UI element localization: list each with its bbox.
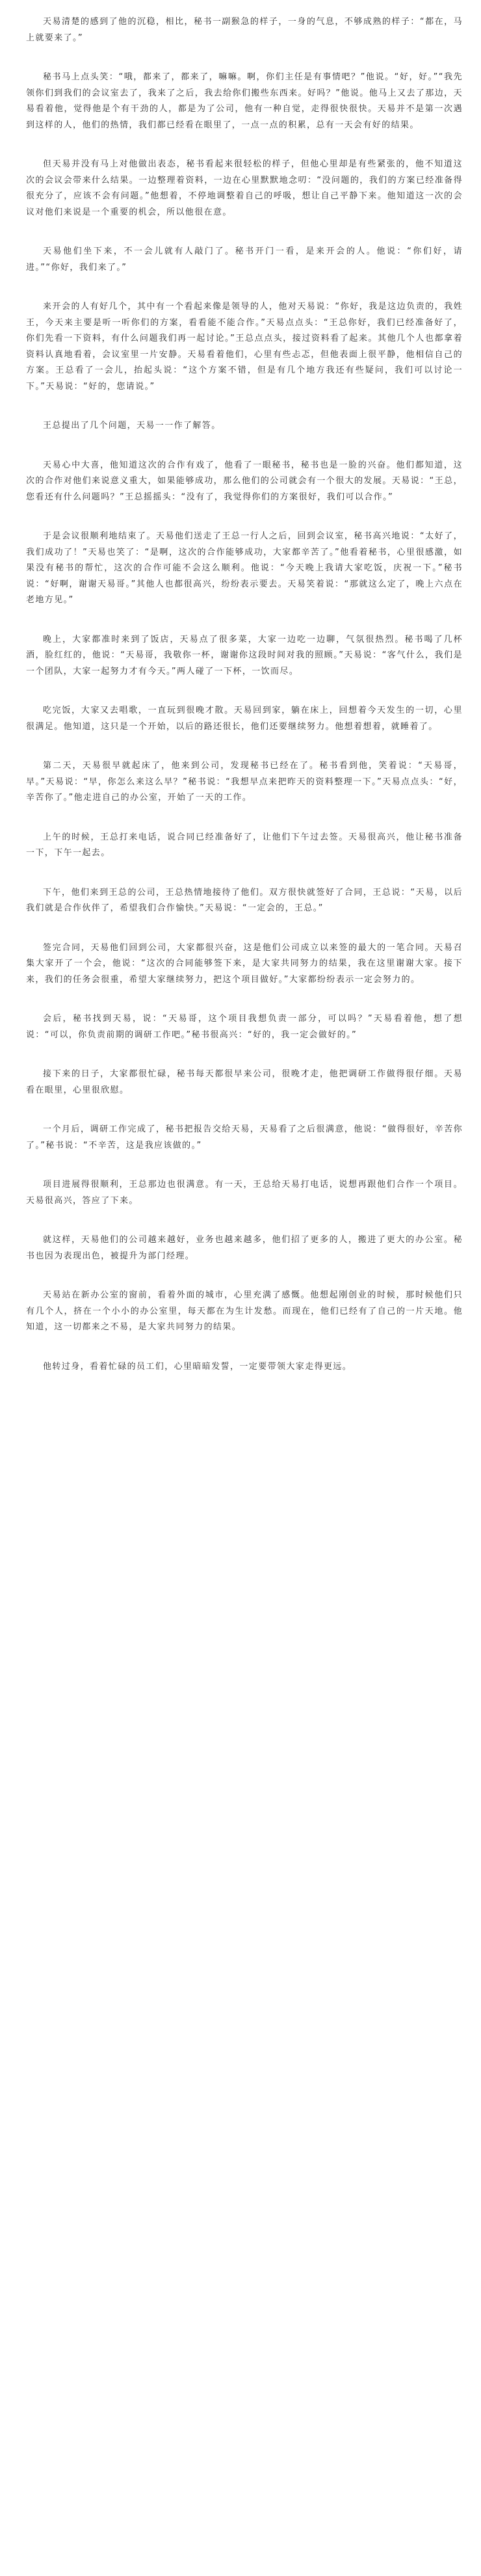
article-paragraph: 吃完饭，大家又去唱歌，一直玩到很晚才散。天易回到家，躺在床上，回想着今天发生的一切，心里很满足。他知道，这只是一个开始，以后的路还很长，他们还要继续努力。他想着想着，就睡着了。 bbox=[26, 706, 463, 732]
article-paragraph: 但天易并没有马上对他做出表态，秘书看起来很轻松的样子，但他心里却是有些紧张的，他不知道这次的会议会带来什么结果。一边整理着资料，一边在心里默默地念叨：“没问题的，我们的方案已经准备得很充分了，应该不会有问题。”他想着，不停地调整着自己的呼吸，想让自己平静下来。他知道这一次的会议对他们来说是一个重要的机会，所以他很在意。 bbox=[26, 159, 463, 217]
article-paragraph: 来开会的人有好几个，其中有一个看起来像是领导的人，他对天易说：“你好，我是这边负责的，我姓王，今天来主要是听一听你们的方案，看看能不能合作。”天易点点头：“王总你好，我们已经准备好了，你们先看一下资料，有什么问题我们再一起讨论。”王总点点头，接过资料看了起来。其他几个人也都拿着资料认真地看着，会议室里一片安静。天易看着他们，心里有些忐忑，但他表面上很平静，他相信自己的方案。王总看了一会儿，抬起头说：“这个方案不错，但是有几个地方我还有些疑问，我们可以讨论一下。”天易说：“好的，您请说。” bbox=[26, 302, 463, 392]
article-paragraph: 接下来的日子，大家都很忙碌，秘书每天都很早来公司，很晚才走，他把调研工作做得很仔细。天易看在眼里，心里很欣慰。 bbox=[26, 1069, 463, 1095]
article-paragraph: 上午的时候，王总打来电话，说合同已经准备好了，让他们下午过去签。天易很高兴，他让秘书准备一下，下午一起去。 bbox=[26, 832, 463, 858]
article-paragraph: 第二天，天易很早就起床了，他来到公司，发现秘书已经在了。秘书看到他，笑着说：“天易哥，早。”天易说：“早，你怎么来这么早？”秘书说：“我想早点来把昨天的资料整理一下。”天易点点头：“好，辛苦你了。”他走进自己的办公室，开始了一天的工作。 bbox=[26, 761, 463, 803]
article-paragraph: 王总提出了几个问题，天易一一作了解答。 bbox=[43, 421, 221, 431]
article-paragraph: 晚上，大家都准时来到了饭店，天易点了很多菜，大家一边吃一边聊，气氛很热烈。秘书喝了几杯酒，脸红红的，他说：“天易哥，我敬你一杯，谢谢你这段时间对我的照顾。”天易说：“客气什么，我们是一个团队，大家一起努力才有今天。”两人碰了一下杯，一饮而尽。 bbox=[26, 634, 463, 676]
article-paragraph: 就这样，天易他们的公司越来越好，业务也越来越多，他们招了更多的人，搬进了更大的办公室。秘书也因为表现出色，被提升为部门经理。 bbox=[26, 1235, 463, 1261]
article-paragraph: 天易心中大喜，他知道这次的合作有戏了，他看了一眼秘书，秘书也是一脸的兴奋。他们都知道，这次的合作对他们来说意义重大，如果能够成功，那么他们的公司就会有一个很大的发展。天易说：“王总，您看还有什么问题吗？”王总摇摇头：“没有了，我觉得你们的方案很好，我们可以合作。” bbox=[26, 460, 463, 502]
article-paragraph: 会后，秘书找到天易，说：“天易哥，这个项目我想负责一部分，可以吗？”天易看着他，想了想说：“可以，你负责前期的调研工作吧。”秘书很高兴：“好的，我一定会做好的。” bbox=[26, 1014, 463, 1040]
article-paragraph: 天易站在新办公室的窗前，看着外面的城市，心里充满了感慨。他想起刚创业的时候，那时候他们只有几个人，挤在一个小小的办公室里，每天都在为生计发愁。而现在，他们已经有了自己的一片天地。他知道，这一切都来之不易，是大家共同努力的结果。 bbox=[26, 1290, 463, 1332]
article-paragraph: 项目进展得很顺利，王总那边也很满意。有一天，王总给天易打电话，说想再跟他们合作一个项目。天易很高兴，答应了下来。 bbox=[26, 1180, 463, 1206]
article-paragraph: 签完合同，天易他们回到公司，大家都很兴奋，这是他们公司成立以来签的最大的一笔合同。天易召集大家开了一个会，他说：“这次的合同能够签下来，是大家共同努力的结果，我在这里谢谢大家。接下来，我们的任务会很重，希望大家继续努力，把这个项目做好。”大家都纷纷表示一定会努力的。 bbox=[26, 942, 463, 985]
article-paragraph: 天易清楚的感到了他的沉稳，相比，秘书一副猴急的样子，一身的气息，不够成熟的样子：“都在，马上就要来了。” bbox=[26, 17, 463, 43]
article-paragraph: 于是会议很顺利地结束了。天易他们送走了王总一行人之后，回到会议室，秘书高兴地说：“太好了，我们成功了！”天易也笑了：“是啊，这次的合作能够成功，大家都辛苦了。”他看着秘书，心里很感激，如果没有秘书的帮忙，这次的合作可能不会这么顺利。他说：“今天晚上我请大家吃饭，庆祝一下。”秘书说：“好啊，谢谢天易哥。”其他人也都很高兴，纷纷表示要去。天易笑着说：“那就这么定了，晚上六点在老地方见。” bbox=[26, 531, 463, 605]
article-paragraph: 一个月后，调研工作完成了，秘书把报告交给天易，天易看了之后很满意，他说：“做得很好，辛苦你了。”秘书说：“不辛苦，这是我应该做的。” bbox=[26, 1124, 463, 1150]
article-paragraph: 天易他们坐下来，不一会儿就有人敲门了。秘书开门一看，是来开会的人。他说：“你们好，请进。”“你好，我们来了。” bbox=[26, 246, 463, 272]
article-paragraph: 他转过身，看着忙碌的员工们，心里暗暗发誓，一定要带领大家走得更远。 bbox=[43, 1361, 352, 1372]
article-paragraph: 秘书马上点头笑：“哦，都来了，都来了，嘛嘛。啊，你们主任是有事情吧？”他说。“好，好。”“我先领你们到我们的会议室去了，我来了之后，我去给你们搬些东西来。好吗？”他说。他马上又去了那边，天易看着他，觉得他是个有干劲的人，都是为了公司，他有一种自觉，走得很快很快。天易并不是第一次遇到这样的人，他们的热情，我们都已经看在眼里了，一点一点的积累，总有一天会有好的结果。 bbox=[26, 72, 463, 130]
article-paragraph: 下午，他们来到王总的公司，王总热情地接待了他们。双方很快就签好了合同，王总说：“天易，以后我们就是合作伙伴了，希望我们合作愉快。”天易说：“一定会的，王总。” bbox=[26, 887, 463, 913]
